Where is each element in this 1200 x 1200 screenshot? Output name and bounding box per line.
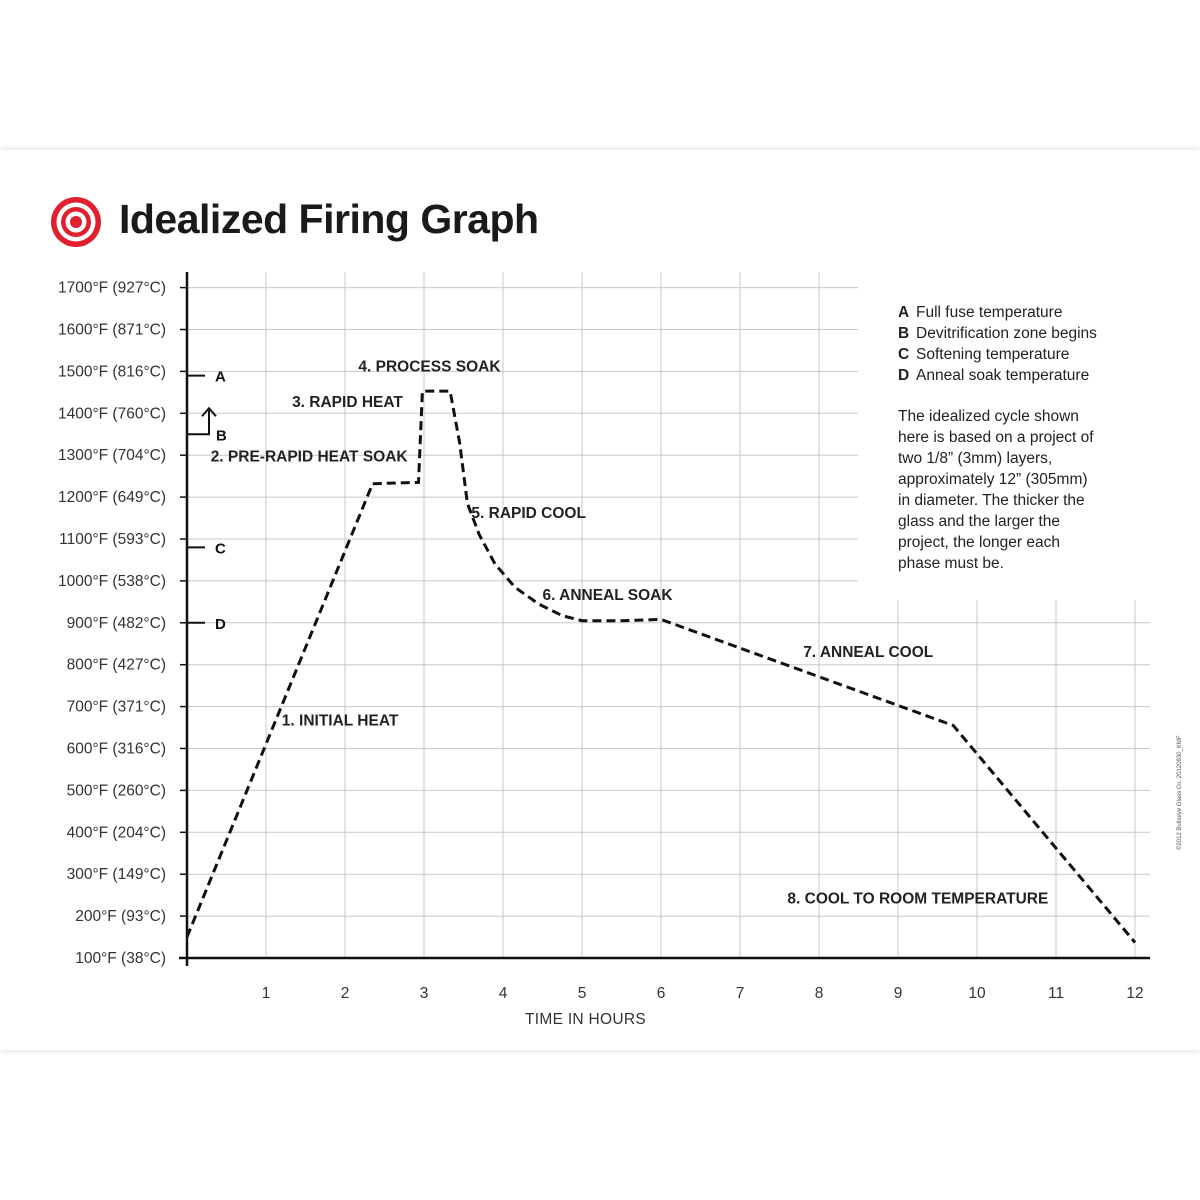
description-line: phase must be. [898,555,1004,572]
marker-b-bracket [187,410,209,434]
y-tick-label: 700°F (371°C) [66,698,166,716]
y-tick-label: 100°F (38°C) [75,950,166,967]
marker-label-a: A [215,368,226,386]
legend-text: Anneal soak temperature [916,367,1090,384]
y-tick-label: 1500°F (816°C) [57,363,166,381]
y-tick-label: 400°F (204°C) [66,824,166,842]
y-tick-label: 300°F (149°C) [66,866,166,884]
description-line: project, the longer each [898,534,1060,551]
y-tick-label: 1300°F (704°C) [57,447,166,465]
y-tick-label: 1400°F (760°C) [57,405,166,423]
x-tick-label: 3 [419,985,429,1002]
y-tick-label: 500°F (260°C) [66,782,166,800]
phase-label: 4. PROCESS SOAK [358,358,501,376]
description-line: glass and the larger the [898,513,1060,530]
legend-key: B [898,325,910,342]
y-tick-label: 1600°F (871°C) [57,321,166,339]
legend-key: A [898,304,910,321]
phase-label: 3. RAPID HEAT [292,394,403,412]
phase-label: 6. ANNEAL SOAK [542,586,673,604]
legend-item-a [898,302,1138,323]
x-tick-label: 7 [735,985,745,1002]
legend [898,302,1138,574]
y-tick-label: 900°F (482°C) [66,614,166,632]
x-tick-label: 11 [1047,985,1065,1002]
x-tick-label: 2 [340,985,350,1002]
legend-key: C [898,346,910,363]
description-line: here is based on a project of [898,429,1094,446]
legend-text: Full fuse temperature [916,304,1063,321]
marker-label-b: B [216,427,227,445]
x-tick-label: 9 [893,985,903,1002]
copyright-notice: ©2012 Bullseye Glass Co. 20120830_KMF [1177,735,1183,850]
y-tick-label: 1700°F (927°C) [57,279,166,297]
description [898,406,1138,574]
x-tick-label: 5 [577,985,587,1002]
legend-item-d [898,365,1138,386]
x-tick-label: 1 [261,985,271,1002]
x-tick-label: 6 [656,985,666,1002]
x-tick-label: 12 [1126,985,1144,1002]
y-tick-label: 800°F (427°C) [66,656,166,674]
description-line: approximately 12” (305mm) [898,471,1088,488]
legend-item-b [898,323,1138,344]
description-line: in diameter. The thicker the [898,492,1085,509]
y-tick-label: 600°F (316°C) [66,740,166,758]
x-tick-label: 8 [814,985,824,1002]
marker-label-d: D [215,615,226,633]
phase-label: 2. PRE-RAPID HEAT SOAK [210,448,408,466]
y-tick-label: 1100°F (593°C) [59,531,166,548]
phase-label: 1. INITIAL HEAT [281,712,399,730]
page-title: Idealized Firing Graph [119,196,539,242]
y-tick-label: 1200°F (649°C) [57,489,166,507]
description-line: The idealized cycle shown [898,408,1079,425]
y-tick-label: 200°F (93°C) [75,908,166,926]
description-line: two 1/8” (3mm) layers, [898,450,1053,467]
legend-key: D [898,367,910,384]
legend-item-c [898,344,1138,365]
x-axis-label: TIME IN HOURS [524,1011,647,1028]
phase-label: 7. ANNEAL COOL [803,644,934,662]
y-tick-label: 1000°F (538°C) [57,572,166,590]
phase-label: 5. RAPID COOL [471,505,586,523]
legend-text: Softening temperature [916,346,1070,363]
phase-label: 8. COOL TO ROOM TEMPERATURE [787,890,1049,908]
x-tick-label: 4 [498,985,508,1002]
marker-label-c: C [215,540,226,558]
x-tick-label: 10 [968,985,986,1002]
legend-text: Devitrification zone begins [916,325,1097,342]
